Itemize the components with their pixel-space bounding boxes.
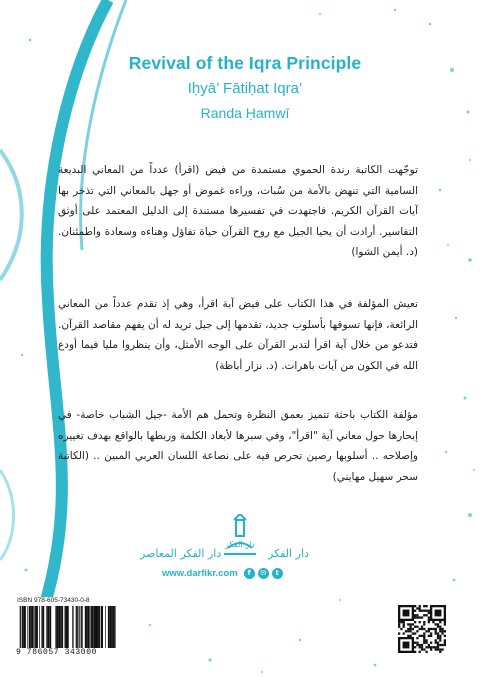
- barcode-bar: [78, 606, 79, 648]
- barcode-bar: [76, 606, 77, 648]
- barcode-bar: [46, 606, 47, 648]
- publisher-name: دار الفكر: [268, 547, 309, 560]
- barcode-bar: [73, 606, 74, 648]
- barcode-bar: [112, 606, 114, 648]
- barcode-bar: [55, 606, 56, 648]
- barcode-bar: [47, 606, 48, 648]
- barcode-bar: [98, 606, 100, 648]
- barcode-bar: [41, 606, 42, 648]
- barcode-bar: [29, 606, 30, 648]
- barcode-bar: [25, 606, 26, 648]
- barcode-bar: [50, 606, 51, 648]
- barcode-bar: [109, 606, 111, 648]
- barcode-bar: [20, 606, 21, 648]
- barcode-bar: [85, 606, 87, 648]
- barcode-bar: [76, 606, 77, 648]
- facebook-icon[interactable]: f: [244, 568, 255, 579]
- isbn-barcode: [14, 597, 120, 659]
- barcode-bar: [30, 606, 31, 648]
- barcode-bar: [23, 606, 25, 648]
- barcode-bar: [66, 606, 68, 648]
- blurb-paragraph-2: تعيش المؤلفة في هذا الكتاب على فيض آية اقرأ، وهي إذ تقدم عدداً من المعاني الرائعة، فإنها تسوقها بأسلوب جديد، تقدمها إلى جيل تريد له أن يفهم مقاصد القرآن. فتدعو من خلال آية اقرأ لتدبر القرآن على الوجه الأمثل، وأن ينظروا مليا فيما أودع الله في الكون من آيات باهرات. (د. نزار أباظة): [58, 298, 418, 372]
- barcode-bar: [43, 606, 44, 648]
- barcode-bar: [108, 606, 109, 648]
- barcode-bar: [49, 606, 50, 648]
- barcode-bar: [81, 606, 82, 648]
- author-name: Randa Ḥamwī: [200, 105, 290, 121]
- barcode-bar: [87, 606, 88, 648]
- barcode-bar: [58, 606, 60, 648]
- barcode-bar: [32, 606, 34, 648]
- barcode-bar: [57, 606, 58, 648]
- barcode-bar: [27, 606, 28, 648]
- barcode-bar: [94, 606, 96, 648]
- twitter-icon[interactable]: t: [272, 568, 283, 579]
- barcode-bar: [44, 606, 45, 648]
- isbn-label: ISBN 978-605-73430-0-8: [17, 597, 90, 604]
- publisher-name-contemporary: دار الفكر المعاصر: [140, 547, 222, 560]
- publisher-logo: [140, 514, 340, 564]
- book-transliterated-title: Iḥyā’ Fātiḥat Iqra’: [187, 80, 303, 97]
- title-block: [80, 52, 410, 122]
- barcode-bar: [48, 606, 49, 648]
- barcode-bars: [17, 606, 117, 648]
- barcode-bar: [68, 606, 69, 648]
- barcode-bar: [79, 606, 80, 648]
- barcode-bar: [114, 606, 115, 648]
- barcode-bar: [91, 606, 93, 648]
- barcode-bar: [89, 606, 90, 648]
- barcode-bar: [60, 606, 61, 648]
- barcode-bar: [77, 606, 78, 648]
- barcode-bar: [62, 606, 63, 648]
- blurb-paragraph-3: مؤلفة الكتاب باحثة تتميز بعمق النظرة وتحمل هم الأمة -جيل الشباب خاصة- في إبحارها حول معاني آية "اقرأ"، وفي سبرها لأبعاد الكلمة وربطها بالواقع بهدف تغييره وإصلاحه .. أسلوبها رصين تحرص فيه على نصاعة اللسان العربي المبين .. (الكاتبة سحر سهيل مهايني): [58, 409, 418, 483]
- barcode-bar: [34, 606, 35, 648]
- barcode-bar: [81, 606, 82, 648]
- publisher-website-link[interactable]: www.darfikr.com: [162, 567, 238, 579]
- barcode-bar: [22, 606, 23, 648]
- barcode-bar: [88, 606, 89, 648]
- barcode-bar: [90, 606, 91, 648]
- barcode-bar: [65, 606, 66, 648]
- publisher-contact-row: [162, 566, 283, 580]
- barcode-bar: [82, 606, 83, 648]
- blurb-paragraph-1: توجّهت الكاتبة رندة الحموي مستمدة من فيض (اقرأ) عدداً من المعاني البديعة السامية التي تنهض بالأمة من سُبات، وراءه غموض أو جهل بالمعاني التي تذخر بها آيات القرآن الكريم. فاجتهدت في تفسيرها مستندة إلى الدليل المعتمد على أوثق التفاسير. أرادت أن يحيا الجيل مع روح القرآن حياة تفاؤل وهناءه وسعادة واطمئنان. (د. أيمن الشوا): [58, 164, 418, 258]
- logo-text: دار الفكر: [225, 540, 255, 549]
- barcode-bar: [37, 606, 38, 648]
- barcode-bar: [101, 606, 103, 648]
- barcode-bar: [105, 606, 106, 648]
- barcode-bar: [93, 606, 94, 648]
- publisher-logo-icon: [210, 514, 270, 560]
- barcode-number: 9 786057 343000: [16, 648, 98, 657]
- barcode-bar: [35, 606, 36, 648]
- barcode-bar: [58, 606, 59, 648]
- barcode-bar: [72, 606, 73, 648]
- book-title: Revival of the Iqra Principle: [128, 53, 362, 73]
- email-icon[interactable]: ✉: [258, 568, 269, 579]
- barcode-bar: [39, 606, 40, 648]
- qr-code-icon: [398, 605, 446, 653]
- barcode-bar: [96, 606, 98, 648]
- barcode-bar: [20, 606, 21, 648]
- barcode-bar: [111, 606, 112, 648]
